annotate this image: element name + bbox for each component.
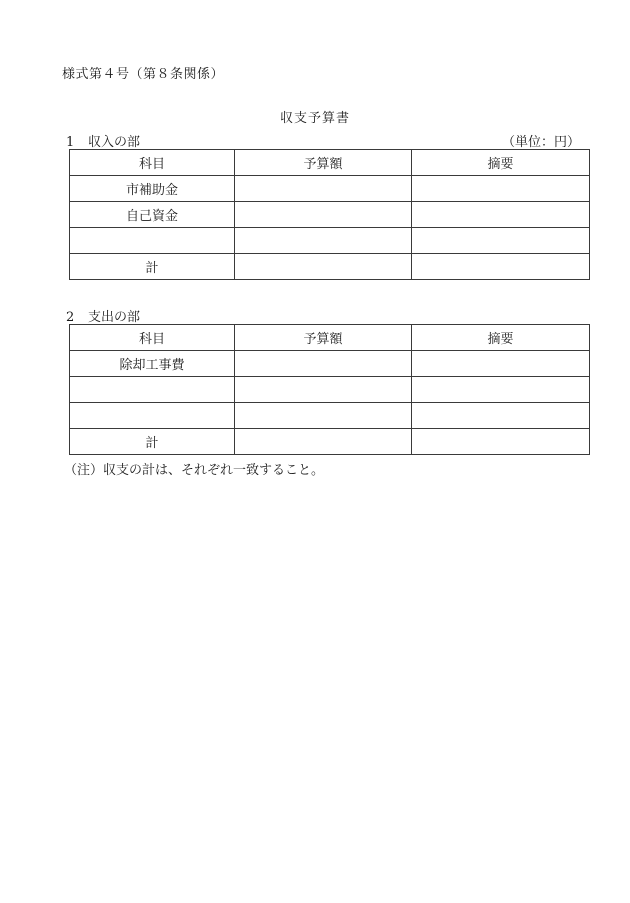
expense-row-1-subject: 除却工事費 bbox=[70, 351, 235, 377]
income-total-row bbox=[70, 254, 590, 280]
expense-section-heading bbox=[66, 306, 140, 325]
expense-row-1-amount[interactable] bbox=[235, 351, 412, 377]
expense-col-remarks: 摘要 bbox=[412, 325, 590, 351]
form-number: 様式第４号（第８条関係） bbox=[62, 67, 225, 82]
expense-total-row bbox=[70, 429, 590, 455]
income-col-subject: 科目 bbox=[70, 150, 235, 176]
income-section-number: 1 bbox=[66, 135, 75, 150]
expense-section-number: 2 bbox=[66, 310, 75, 325]
footnote: （注）収支の計は、それぞれ一致すること。 bbox=[64, 463, 325, 478]
income-header-row bbox=[70, 150, 590, 176]
income-row-3-remarks[interactable] bbox=[412, 228, 590, 254]
expense-row-3-remarks[interactable] bbox=[412, 403, 590, 429]
income-row-1-amount[interactable] bbox=[235, 176, 412, 202]
expense-header-row bbox=[70, 325, 590, 351]
table-row bbox=[70, 202, 590, 228]
unit-label: （単位：円） bbox=[501, 135, 580, 150]
income-row-2-amount[interactable] bbox=[235, 202, 412, 228]
income-total-label: 計 bbox=[70, 254, 235, 280]
income-row-2-remarks[interactable] bbox=[412, 202, 590, 228]
income-col-remarks: 摘要 bbox=[412, 150, 590, 176]
income-total-remarks[interactable] bbox=[412, 254, 590, 280]
expense-col-amount: 予算額 bbox=[235, 325, 412, 351]
expense-table bbox=[69, 324, 590, 455]
expense-total-label: 計 bbox=[70, 429, 235, 455]
income-section-heading bbox=[66, 131, 140, 150]
table-row bbox=[70, 228, 590, 254]
table-row bbox=[70, 377, 590, 403]
expense-total-remarks[interactable] bbox=[412, 429, 590, 455]
income-row-3-amount[interactable] bbox=[235, 228, 412, 254]
expense-col-subject: 科目 bbox=[70, 325, 235, 351]
table-row bbox=[70, 351, 590, 377]
income-row-2-subject: 自己資金 bbox=[70, 202, 235, 228]
expense-row-2-subject[interactable] bbox=[70, 377, 235, 403]
expense-row-2-amount[interactable] bbox=[235, 377, 412, 403]
expense-section-label: 支出の部 bbox=[88, 310, 141, 325]
income-row-3-subject[interactable] bbox=[70, 228, 235, 254]
income-row-1-remarks[interactable] bbox=[412, 176, 590, 202]
expense-row-1-remarks[interactable] bbox=[412, 351, 590, 377]
income-table bbox=[69, 149, 590, 280]
income-total-amount[interactable] bbox=[235, 254, 412, 280]
expense-row-2-remarks[interactable] bbox=[412, 377, 590, 403]
expense-row-3-subject[interactable] bbox=[70, 403, 235, 429]
income-section-label: 収入の部 bbox=[88, 135, 141, 150]
table-row bbox=[70, 403, 590, 429]
table-row bbox=[70, 176, 590, 202]
income-row-1-subject: 市補助金 bbox=[70, 176, 235, 202]
income-col-amount: 予算額 bbox=[235, 150, 412, 176]
document-title: 収支予算書 bbox=[279, 111, 350, 126]
expense-row-3-amount[interactable] bbox=[235, 403, 412, 429]
expense-total-amount[interactable] bbox=[235, 429, 412, 455]
